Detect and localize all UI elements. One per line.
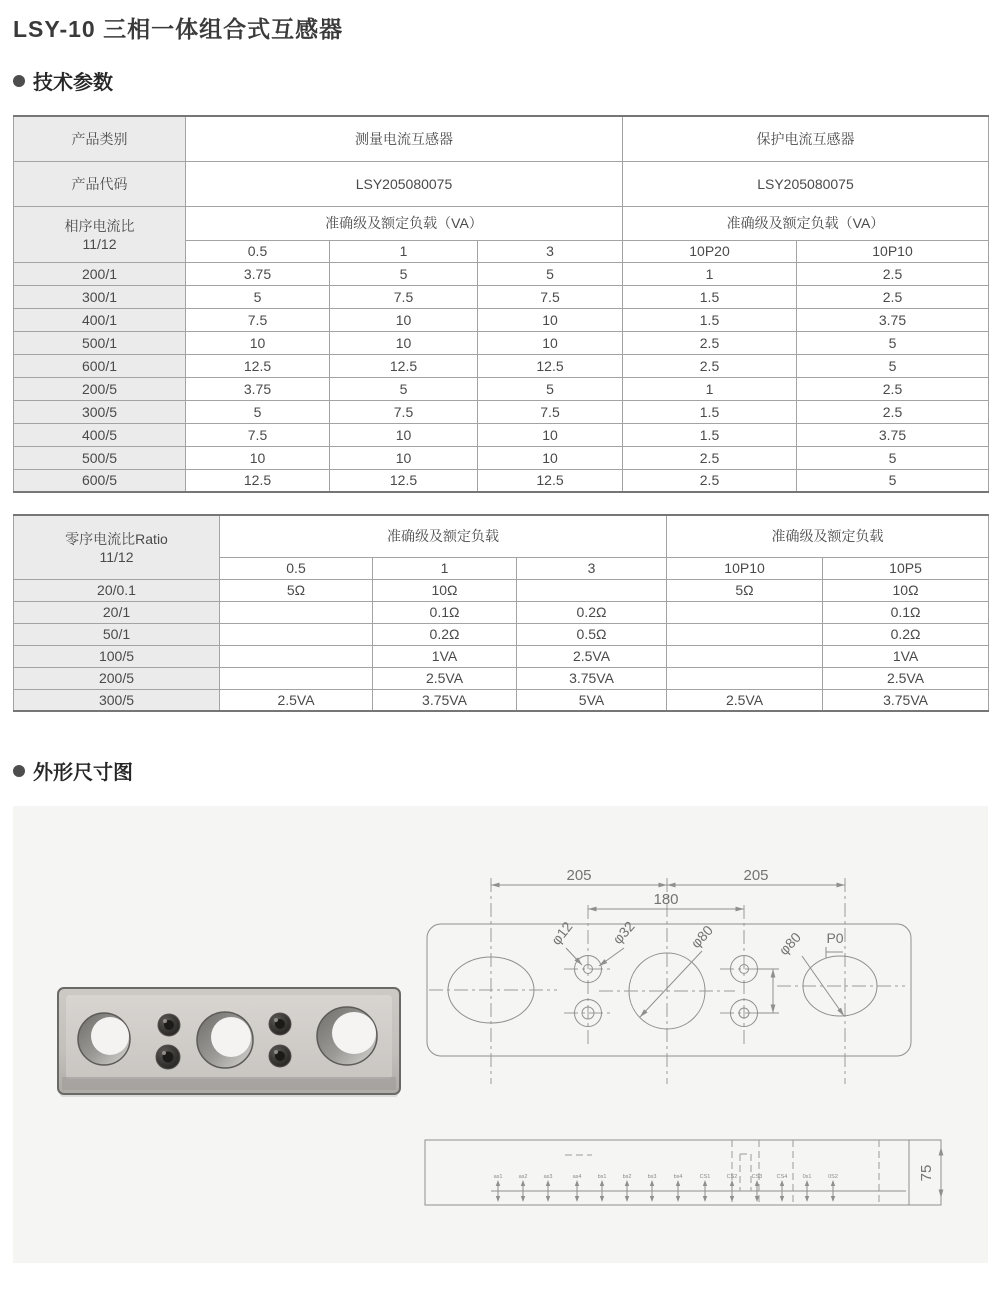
value-cell: 12.5 <box>478 354 623 377</box>
value-cell: 2.5VA <box>517 645 667 667</box>
section-dimensions <box>13 756 1000 785</box>
product-photo <box>58 988 400 1097</box>
table-row <box>14 377 989 400</box>
value-cell: 5Ω <box>220 579 373 601</box>
ratio-header-cell <box>14 206 186 262</box>
value-cell: 0.2Ω <box>823 623 989 645</box>
value-cell: 1.5 <box>623 285 797 308</box>
value-cell: 10 <box>478 308 623 331</box>
table-row <box>14 689 989 711</box>
value-cell: 10 <box>330 308 478 331</box>
value-cell: 2.5VA <box>667 689 823 711</box>
table-row <box>14 579 989 601</box>
measure-type-cell: 测量电流互感器 <box>186 116 623 161</box>
class-header: 10P10 <box>667 557 823 579</box>
dimension-drawing <box>13 806 988 1263</box>
dimension-panel <box>13 806 988 1263</box>
ratio-cell: 300/5 <box>14 400 186 423</box>
terminal-label: bs2 <box>622 1174 632 1180</box>
value-cell: 10 <box>478 331 623 354</box>
terminal-label: as4 <box>572 1174 582 1180</box>
value-cell: 0.5Ω <box>517 623 667 645</box>
value-cell: 5VA <box>517 689 667 711</box>
value-cell: 10Ω <box>373 579 517 601</box>
measure-header-cell: 准确级及额定负载（VA） <box>186 206 623 240</box>
value-cell: 10Ω <box>823 579 989 601</box>
measure-code-cell: LSY205080075 <box>186 161 623 206</box>
value-cell: 2.5 <box>623 469 797 492</box>
class-header: 3 <box>478 240 623 262</box>
class-header: 10P10 <box>797 240 989 262</box>
value-cell: 2.5 <box>797 377 989 400</box>
label-phi80-right: φ80 <box>775 929 805 959</box>
protect-header-cell: 准确级及额定负载（VA） <box>623 206 989 240</box>
table-row <box>14 331 989 354</box>
table-row <box>14 446 989 469</box>
dim-180: 180 <box>653 891 679 908</box>
value-cell: 5 <box>797 469 989 492</box>
value-cell: 1 <box>623 377 797 400</box>
value-cell: 2.5 <box>623 354 797 377</box>
ratio-label-line2: 11/12 <box>82 236 117 252</box>
ratio-cell: 500/5 <box>14 446 186 469</box>
ratio-cell: 100/5 <box>14 645 220 667</box>
table-row <box>14 423 989 446</box>
value-cell <box>667 645 823 667</box>
class-header: 0.5 <box>220 557 373 579</box>
value-cell: 2.5VA <box>220 689 373 711</box>
table-row <box>14 469 989 492</box>
table-row <box>14 308 989 331</box>
value-cell: 10 <box>186 446 330 469</box>
value-cell: 5Ω <box>667 579 823 601</box>
value-cell <box>220 645 373 667</box>
value-cell: 1VA <box>823 645 989 667</box>
class-header: 1 <box>373 557 517 579</box>
value-cell: 2.5 <box>797 285 989 308</box>
terminal-markers <box>493 1174 838 1202</box>
table-row <box>14 206 989 240</box>
value-cell: 3.75 <box>797 308 989 331</box>
ratio-cell: 400/1 <box>14 308 186 331</box>
label-p0: P0 <box>826 930 844 946</box>
value-cell: 10 <box>478 423 623 446</box>
value-cell: 2.5VA <box>823 667 989 689</box>
value-cell <box>667 623 823 645</box>
value-cell: 12.5 <box>330 469 478 492</box>
value-cell: 10 <box>330 331 478 354</box>
ratio-cell: 50/1 <box>14 623 220 645</box>
table-row <box>14 354 989 377</box>
ratio-label-line1: 相序电流比 <box>64 218 135 234</box>
value-cell: 5 <box>797 331 989 354</box>
terminal-label: 0s1 <box>802 1174 812 1180</box>
class-header: 10P5 <box>823 557 989 579</box>
table-row <box>14 285 989 308</box>
value-cell: 10 <box>330 423 478 446</box>
value-cell: 2.5 <box>623 446 797 469</box>
ratio-label-line2: 11/12 <box>99 549 134 566</box>
terminal-label: CS2 <box>726 1174 738 1180</box>
value-cell: 1.5 <box>623 423 797 446</box>
value-cell <box>517 579 667 601</box>
terminal-label: bs3 <box>647 1174 657 1180</box>
value-cell: 7.5 <box>330 285 478 308</box>
table-row <box>14 645 989 667</box>
dim-205-left: 205 <box>566 867 592 884</box>
value-cell: 10 <box>186 331 330 354</box>
protect-header-cell: 准确级及额定负载 <box>667 515 989 557</box>
table-row <box>14 400 989 423</box>
value-cell: 5 <box>186 400 330 423</box>
table-row <box>14 515 989 557</box>
table-row <box>14 601 989 623</box>
page-title: LSY-10 三相一体组合式互感器 <box>13 16 344 42</box>
protect-type-cell: 保护电流互感器 <box>623 116 989 161</box>
value-cell: 1VA <box>373 645 517 667</box>
value-cell: 7.5 <box>186 423 330 446</box>
value-cell: 12.5 <box>186 354 330 377</box>
value-cell: 10 <box>330 446 478 469</box>
ratio-label-line1: 零序电流比Ratio <box>65 531 168 548</box>
ratio-cell: 600/5 <box>14 469 186 492</box>
bullet-icon <box>13 765 25 777</box>
value-cell <box>667 667 823 689</box>
ratio-cell: 200/5 <box>14 377 186 400</box>
value-cell: 3.75VA <box>823 689 989 711</box>
class-header: 1 <box>330 240 478 262</box>
terminal-label: 0S2 <box>828 1174 838 1180</box>
value-cell: 1 <box>623 262 797 285</box>
terminal-label: bs1 <box>597 1174 607 1180</box>
value-cell: 7.5 <box>330 400 478 423</box>
value-cell: 5 <box>330 377 478 400</box>
value-cell: 12.5 <box>478 469 623 492</box>
section-tech-params <box>13 66 1000 95</box>
value-cell: 12.5 <box>186 469 330 492</box>
terminal-label: CS1 <box>699 1174 711 1180</box>
label-phi80-mid: φ80 <box>687 922 717 952</box>
ratio-cell: 600/1 <box>14 354 186 377</box>
value-cell: 2.5 <box>623 331 797 354</box>
table-row <box>14 623 989 645</box>
measure-header-cell: 准确级及额定负载 <box>220 515 667 557</box>
value-cell: 7.5 <box>478 285 623 308</box>
dim-75: 75 <box>918 1164 935 1182</box>
value-cell <box>220 623 373 645</box>
value-cell: 3.75 <box>186 377 330 400</box>
value-cell: 3.75VA <box>517 667 667 689</box>
bullet-icon <box>13 75 25 87</box>
value-cell: 3.75 <box>186 262 330 285</box>
value-cell: 1.5 <box>623 400 797 423</box>
protect-code-cell: LSY205080075 <box>623 161 989 206</box>
ratio-cell: 300/1 <box>14 285 186 308</box>
terminal-strip-drawing <box>425 1140 941 1205</box>
table-row <box>14 667 989 689</box>
terminal-label: CS3 <box>751 1174 763 1180</box>
value-cell: 0.2Ω <box>373 623 517 645</box>
value-cell: 2.5 <box>797 400 989 423</box>
ratio-cell: 200/1 <box>14 262 186 285</box>
ratio-header-cell <box>14 515 220 579</box>
value-cell: 5 <box>797 354 989 377</box>
class-header: 10P20 <box>623 240 797 262</box>
ratio-cell: 20/0.1 <box>14 579 220 601</box>
value-cell: 3.75VA <box>373 689 517 711</box>
table-row <box>14 116 989 161</box>
ratio-cell: 200/5 <box>14 667 220 689</box>
section-tech-label: 技术参数 <box>33 72 113 94</box>
dim-205-right: 205 <box>743 867 769 884</box>
label-phi12: φ12 <box>547 918 576 948</box>
value-cell: 10 <box>478 446 623 469</box>
product-type-label: 产品类别 <box>14 116 186 161</box>
ratio-cell: 300/5 <box>14 689 220 711</box>
value-cell <box>667 601 823 623</box>
value-cell: 12.5 <box>330 354 478 377</box>
terminal-label: as1 <box>493 1174 503 1180</box>
top-view-drawing <box>427 867 911 1084</box>
value-cell: 7.5 <box>186 308 330 331</box>
value-cell: 2.5 <box>797 262 989 285</box>
value-cell: 0.2Ω <box>517 601 667 623</box>
strip-outline <box>425 1140 941 1205</box>
value-cell <box>220 601 373 623</box>
terminal-label: CS4 <box>776 1174 788 1180</box>
value-cell: 7.5 <box>478 400 623 423</box>
section-dim-label: 外形尺寸图 <box>33 762 133 784</box>
ratio-cell: 400/5 <box>14 423 186 446</box>
phase-current-ratio-table <box>13 115 989 493</box>
value-cell <box>220 667 373 689</box>
terminal-label: bs4 <box>673 1174 683 1180</box>
ratio-cell: 20/1 <box>14 601 220 623</box>
zero-sequence-ratio-table <box>13 514 989 712</box>
ratio-cell: 500/1 <box>14 331 186 354</box>
value-cell: 0.1Ω <box>373 601 517 623</box>
value-cell: 2.5VA <box>373 667 517 689</box>
terminal-label: as2 <box>518 1174 528 1180</box>
value-cell: 1.5 <box>623 308 797 331</box>
value-cell: 5 <box>478 262 623 285</box>
value-cell: 5 <box>330 262 478 285</box>
value-cell: 0.1Ω <box>823 601 989 623</box>
product-code-label: 产品代码 <box>14 161 186 206</box>
value-cell: 5 <box>186 285 330 308</box>
class-header: 3 <box>517 557 667 579</box>
terminal-label: as3 <box>543 1174 553 1180</box>
label-phi32: φ32 <box>609 917 638 948</box>
class-header: 0.5 <box>186 240 330 262</box>
value-cell: 3.75 <box>797 423 989 446</box>
table-row <box>14 262 989 285</box>
table-row <box>14 161 989 206</box>
value-cell: 5 <box>478 377 623 400</box>
value-cell: 5 <box>797 446 989 469</box>
